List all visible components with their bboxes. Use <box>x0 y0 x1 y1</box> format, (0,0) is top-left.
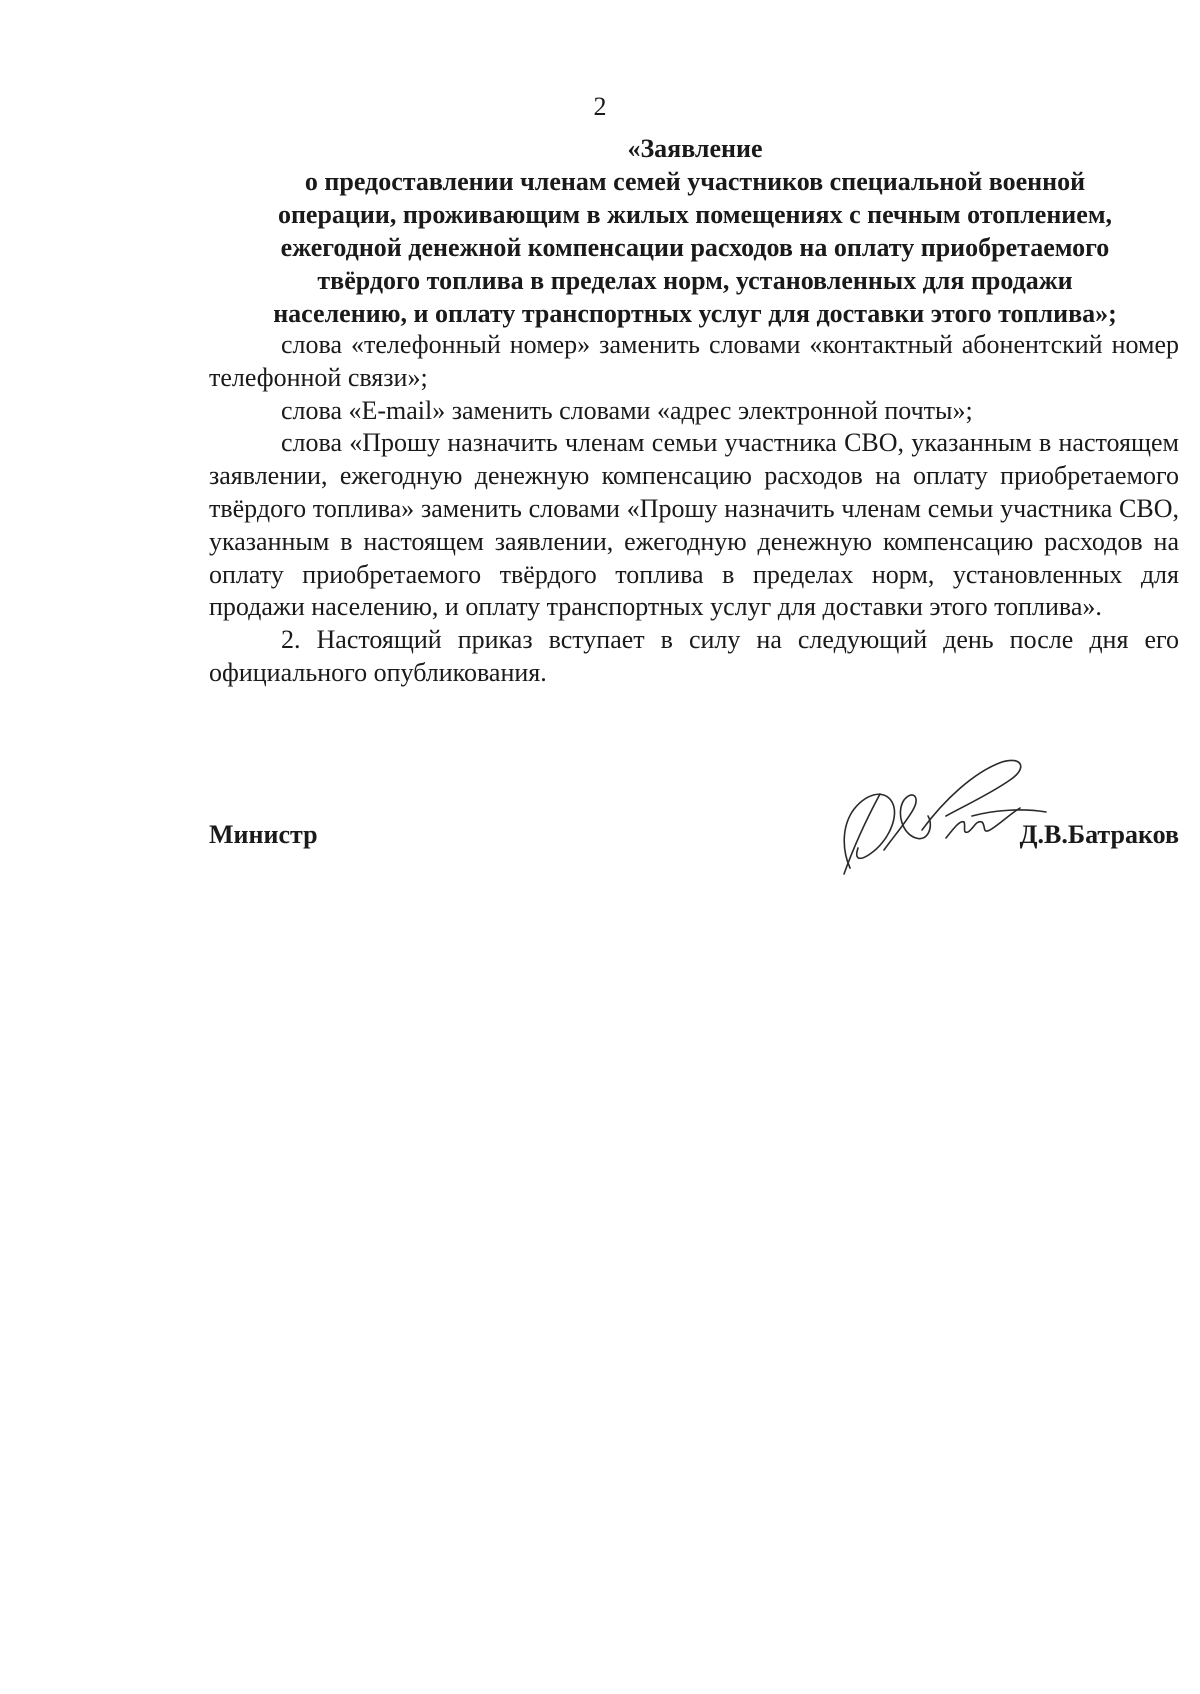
handwritten-signature <box>824 750 1054 880</box>
heading-line: операции, проживающим в жилых помещениях с печным отоплением, <box>277 200 1113 229</box>
body-paragraph: слова «телефонный номер» заменить словами «контактный абонентский номер телефонной связи»; <box>209 330 1179 392</box>
heading-line: ежегодной денежной компенсации расходов на оплату приобретаемого <box>280 233 1110 262</box>
heading-line: «Заявление <box>627 134 763 163</box>
heading-line: твёрдого топлива в пределах норм, установленных для продажи <box>317 266 1073 295</box>
signatory-title: Министр <box>209 820 318 849</box>
body-paragraph: слова «Прошу назначить членам семьи участника СВО, указанным в настоящем заявлении, ежегодную денежную компенсацию расходов на оплату приобретаемого твёрдого топлива» заменить словами «Прошу назначить членам семьи участника СВО, указанным в настоящем заявлении, ежегодную денежную компенсацию расходов на оплату приобретаемого твёрдого топлива в пределах норм, установленных для продажи населению, и оплату транспортных услуг для доставки этого топлива». <box>209 428 1179 622</box>
heading-line: о предоставлении членам семей участников специальной военной <box>304 167 1086 196</box>
page-number: 2 <box>593 92 607 121</box>
document-body <box>209 329 1179 690</box>
body-paragraph: слова «E-mail» заменить словами «адрес электронной почты»; <box>281 395 973 425</box>
heading-line: населению, и оплату транспортных услуг для доставки этого топлива»; <box>273 299 1117 328</box>
body-paragraph: 2. Настоящий приказ вступает в силу на следующий день после дня его официального опубликования. <box>209 625 1179 687</box>
document-heading <box>205 132 1185 330</box>
signature-block <box>209 808 1179 868</box>
signatory-name: Д.В.Батраков <box>1019 820 1179 849</box>
